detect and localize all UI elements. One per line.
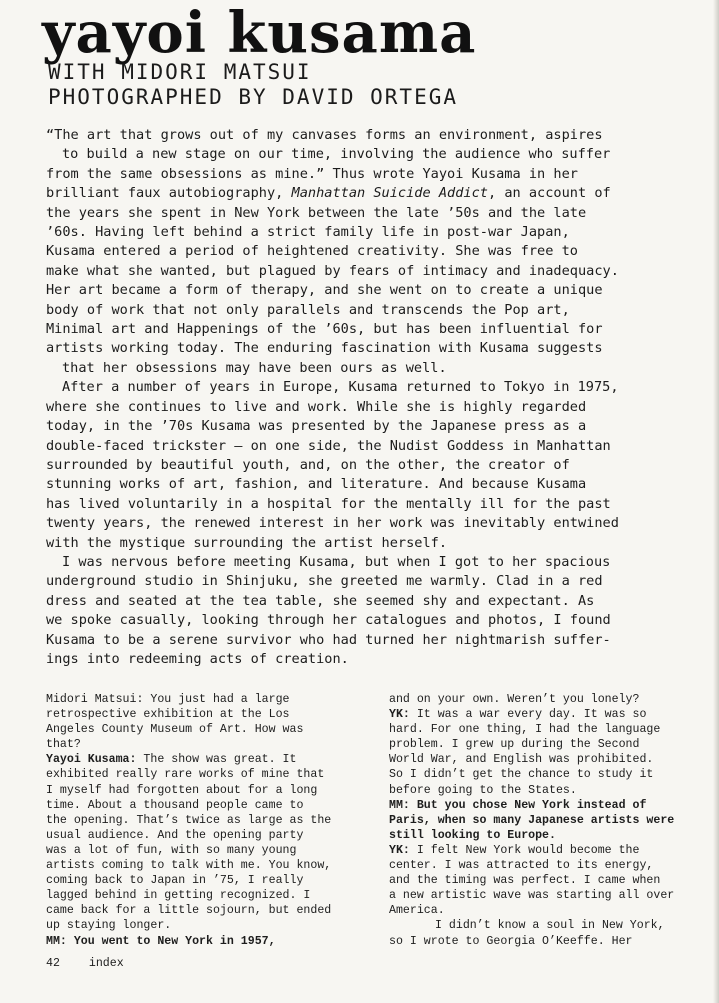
- interview-line: [46, 918, 366, 933]
- intro-line: Minimal art and Happenings of the ’60s, but has been influential for: [46, 321, 603, 338]
- answer-text: and on your own. Weren’t you lonely?: [389, 693, 640, 706]
- interview-line: [389, 783, 704, 798]
- intro-line: make what she wanted, but plagued by fears of intimacy and inadequacy.: [46, 262, 619, 279]
- interview-line: [389, 918, 704, 933]
- page-footer: [46, 957, 124, 970]
- answer-text: America.: [389, 904, 445, 918]
- answer-text: problem. I grew up during the Second: [389, 738, 640, 752]
- intro-line: twenty years, the renewed interest in her work was inevitably entwined: [46, 515, 619, 532]
- intro-line: we spoke casually, looking through her catalogues and photos, I found: [46, 612, 611, 629]
- interview-column-right: [389, 692, 704, 949]
- intro-line: that her obsessions may have been ours as well.: [62, 359, 447, 376]
- answer-text: artists coming to talk with me. You know,: [46, 859, 332, 873]
- answer-text: It was a war every day. It was so: [409, 708, 647, 722]
- answer-text: I felt New York would become the: [409, 843, 640, 857]
- answer-text: time. About a thousand people came to: [46, 798, 304, 812]
- interview-line: [389, 934, 704, 949]
- interview-line: [46, 858, 366, 873]
- answer-text: Angeles County Museum of Art. How was: [46, 723, 304, 737]
- answer-text: World War, and English was prohibited.: [389, 753, 654, 767]
- interview-line: [46, 934, 366, 949]
- intro-line: double-faced trickster — on one side, the Nudist Goddess in Manhattan: [46, 437, 611, 454]
- intro-text-run: , an account of: [487, 185, 611, 202]
- intro-line: ings into redeeming acts of creation.: [46, 650, 349, 667]
- article-title: yayoi kusama: [42, 0, 477, 66]
- photographer-credit: PHOTOGRAPHED BY DAVID ORTEGA: [48, 85, 459, 109]
- interview-line: [389, 813, 704, 828]
- interview-line: [46, 813, 366, 828]
- interview-line: [46, 798, 366, 813]
- interview-line: [46, 843, 366, 858]
- intro-line: body of work that not only parallels and transcends the Pop art,: [46, 301, 570, 318]
- interview-line: [46, 888, 366, 903]
- answer-text: coming back to Japan in ’75, I really: [46, 874, 304, 888]
- answer-text: retrospective exhibition at the Los: [46, 708, 290, 722]
- intro-text-run: brilliant faux autobiography,: [46, 185, 292, 202]
- speaker-text: MM: You went to New York in 1957,: [46, 934, 276, 948]
- intro-line: from the same obsessions as mine.” Thus wrote Yayoi Kusama in her: [46, 165, 578, 182]
- answer-text: that?: [46, 738, 81, 752]
- answer-text: The show was great. It: [136, 753, 297, 767]
- intro-line: Kusama to be a serene survivor who had turned her nightmarish suffer-: [46, 631, 611, 648]
- intro-line: today, in the ’70s Kusama was presented by the Japanese press as a: [46, 418, 587, 435]
- interview-line: [46, 722, 366, 737]
- intro-line: the years she spent in New York between the late ’50s and the late: [46, 204, 587, 221]
- intro-line: with the mystique surrounding the artist herself.: [46, 534, 448, 551]
- answer-text: I myself had forgotten about for a long: [46, 783, 318, 797]
- answer-text: So I didn’t get the chance to study it: [389, 768, 654, 782]
- answer-text: exhibited really rare works of mine that: [46, 768, 325, 782]
- answer-text: before going to the States.: [389, 783, 577, 797]
- intro-line: to build a new stage on our time, involving the audience who suffer: [62, 146, 611, 163]
- interview-line: [46, 873, 366, 888]
- interview-line: [389, 873, 704, 888]
- intro-line: I was nervous before meeting Kusama, but when I got to her spacious: [62, 553, 611, 570]
- interviewer-credit: WITH MIDORI MATSUI: [48, 60, 312, 84]
- intro-line: Kusama entered a period of heightened creativity. She was free to: [46, 243, 578, 260]
- speaker-text: Yayoi Kusama:: [46, 753, 137, 767]
- answer-text: usual audience. And the opening party: [46, 828, 304, 842]
- page-binding-edge: [713, 0, 719, 1003]
- answer-text: came back for a little sojourn, but ended: [46, 904, 332, 918]
- book-title: Manhattan Suicide Addict: [291, 185, 488, 202]
- interview-column-left: [46, 692, 366, 949]
- answer-text: Midori Matsui: You just had a large: [46, 693, 290, 706]
- intro-text: [46, 126, 696, 669]
- speaker-text: still looking to Europe.: [389, 828, 556, 842]
- interview-line: [389, 767, 704, 782]
- speaker-text: YK:: [389, 843, 410, 857]
- answer-text: I didn’t know a soul in New York,: [435, 919, 665, 933]
- interview-line: [389, 752, 704, 767]
- intro-line: Her art became a form of therapy, and she went on to create a unique: [46, 282, 603, 299]
- interview-line: [389, 722, 704, 737]
- intro-line: has lived voluntarily in a hospital for the mentally ill for the past: [46, 495, 611, 512]
- intro-line: artists working today. The enduring fascination with Kusama suggests: [46, 340, 603, 357]
- interview-line: [46, 752, 366, 767]
- interview-line: [389, 888, 704, 903]
- interview-line: [389, 737, 704, 752]
- answer-text: and the timing was perfect. I came when: [389, 874, 661, 888]
- intro-line: surrounded by beautiful youth, and, on the other, the creator of: [46, 456, 570, 473]
- answer-text: hard. For one thing, I had the language: [389, 723, 661, 737]
- interview-line: [389, 858, 704, 873]
- interview-line: [46, 903, 366, 918]
- answer-text: up staying longer.: [46, 919, 172, 933]
- interview-line: [389, 828, 704, 843]
- speaker-text: YK:: [389, 708, 410, 722]
- interview-line: [389, 798, 704, 813]
- interview-line: [46, 828, 366, 843]
- intro-line: stunning works of art, fashion, and literature. And because Kusama: [46, 476, 587, 493]
- speaker-text: MM: But you chose New York instead of: [389, 798, 647, 812]
- page-number: 42: [46, 957, 60, 970]
- interview-line: [389, 707, 704, 722]
- publication-name: index: [88, 957, 124, 970]
- intro-line: After a number of years in Europe, Kusama returned to Tokyo in 1975,: [62, 379, 619, 396]
- interview-line: [389, 903, 704, 918]
- interview-line: [46, 692, 366, 707]
- intro-line: ’60s. Having left behind a strict family life in post-war Japan,: [46, 224, 570, 241]
- interview-line: [46, 767, 366, 782]
- answer-text: was a lot of fun, with so many young: [46, 843, 297, 857]
- speaker-text: Paris, when so many Japanese artists were: [389, 813, 675, 827]
- intro-line: underground studio in Shinjuku, she greeted me warmly. Clad in a red: [46, 573, 603, 590]
- answer-text: so I wrote to Georgia O’Keeffe. Her: [389, 934, 633, 948]
- interview-line: [389, 692, 704, 707]
- intro-line: where she continues to live and work. While she is highly regarded: [46, 398, 587, 415]
- answer-text: lagged behind in getting recognized. I: [46, 889, 311, 903]
- interview-line: [46, 783, 366, 798]
- article-header: [42, 0, 477, 110]
- intro-line: dress and seated at the tea table, she seemed shy and expectant. As: [46, 592, 595, 609]
- intro-line: [46, 184, 696, 203]
- answer-text: center. I was attracted to its energy,: [389, 859, 654, 873]
- answer-text: a new artistic wave was starting all over: [389, 889, 675, 903]
- interview-line: [46, 707, 366, 722]
- answer-text: the opening. That’s twice as large as the: [46, 813, 332, 827]
- interview-line: [46, 737, 366, 752]
- interview-line: [389, 843, 704, 858]
- intro-line: “The art that grows out of my canvases forms an environment, aspires: [46, 127, 603, 143]
